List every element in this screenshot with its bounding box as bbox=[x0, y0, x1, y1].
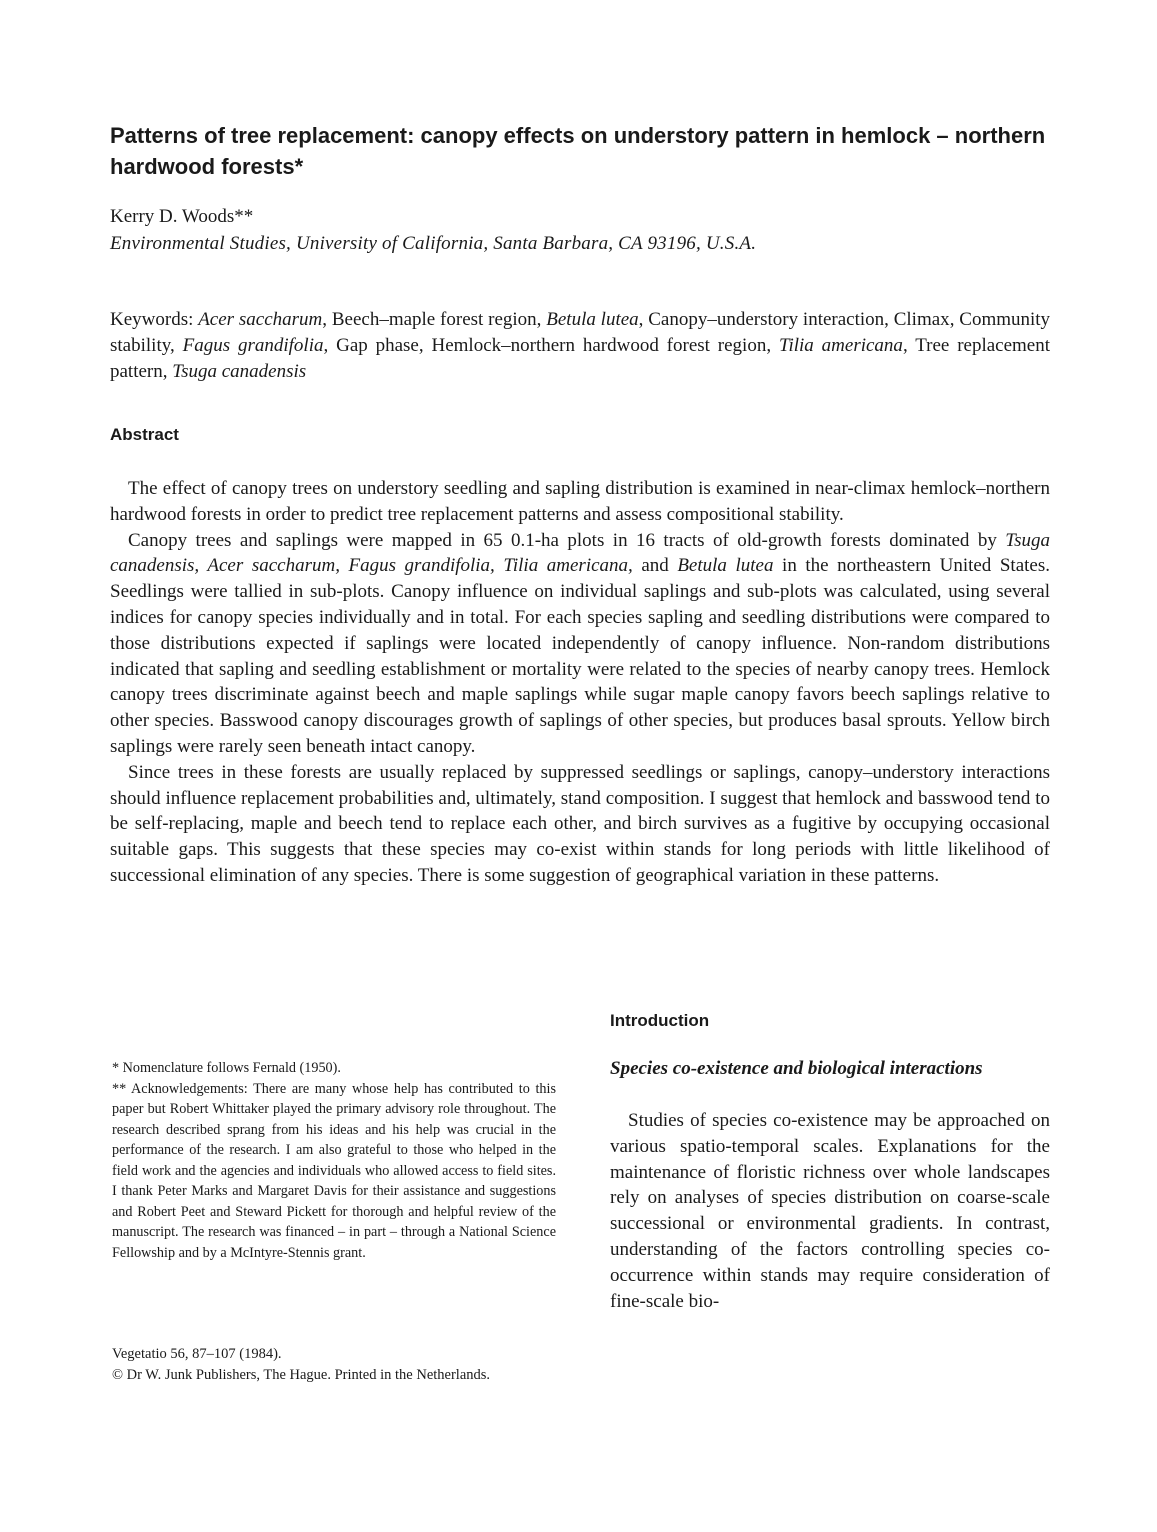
keyword-item: Hemlock–northern hardwood forest region bbox=[431, 335, 767, 356]
subsection-heading: Species co-existence and biological interactions bbox=[610, 1058, 983, 1079]
keyword-item: Community stability bbox=[110, 309, 1051, 356]
keyword-item: Betula lutea bbox=[546, 309, 639, 330]
keywords-list: Acer saccharum, Beech–maple forest region, Betula lutea, Canopy–understory interaction, Climax, Community stability, Fagus grandifolia, Gap phase, Hemlock–northern hardwood forest region, Tilia americana, Tree replacement pattern, Tsuga canadensis bbox=[110, 309, 1051, 382]
keyword-item: Tilia americana bbox=[778, 335, 903, 356]
keyword-item: Tsuga canadensis bbox=[172, 361, 307, 382]
keyword-item: Canopy–understory interaction bbox=[648, 309, 885, 330]
keywords bbox=[110, 307, 1050, 385]
keyword-item: Gap phase bbox=[336, 335, 419, 356]
abstract-paragraph-3: Since trees in these forests are usually replaced by suppressed seedlings or saplings, canopy–understory interactions should influence replacement probabilities and, ultimately, stand composition. I suggest that hemlock and basswood tend to be self-replacing, maple and beech tend to replace each other, and birch survives as a fugitive by occupying occasional suitable gaps. This suggests that these species may co-exist within stands for long periods with little likelihood of successional elimination of any species. There is some suggestion of geographical variation in these patterns. bbox=[110, 761, 1050, 886]
footnotes bbox=[112, 1058, 556, 1263]
author-affiliation: Environmental Studies, University of California, Santa Barbara, CA 93196, U.S.A. bbox=[110, 233, 757, 254]
keyword-item: Acer saccharum bbox=[198, 309, 323, 330]
abstract-paragraph-2: Canopy trees and saplings were mapped in 65 0.1-ha plots in 16 tracts of old-growth forests dominated by Tsuga canadensis, Acer saccharum, Fagus grandifolia, Tilia americana, and Betula lutea in the northeastern United States. Seedlings were tallied in sub-plots. Canopy influence on individual saplings and sub-plots was calculated, using several indices for canopy species individually and in total. For each species sapling and seedling distributions were compared to those distributions expected if saplings were located independently of canopy influence. Non-random distributions indicated that sapling and seedling establishment or mortality were related to the species of nearby canopy trees. Hemlock canopy trees discriminate against beech and maple saplings while sugar maple canopy favors beech saplings relative to other species. Basswood canopy discourages growth of saplings of other species, but produces basal sprouts. Yellow birch saplings were rarely seen beneath intact canopy. bbox=[110, 529, 1050, 757]
introduction-body: Studies of species co-existence may be approached on various spatio-temporal scales. Explanations for the maintenance of floristic richness over whole landscapes rely on analyses of species distribution on coarse-scale successional or environmental gradients. In contrast, understanding of the factors controlling species co-occurrence within stands may require consideration of fine-scale bio- bbox=[610, 1110, 1050, 1312]
author-name: Kerry D. Woods** bbox=[110, 206, 254, 227]
abstract-paragraph-1: The effect of canopy trees on understory seedling and sapling distribution is examined in near-climax hemlock–northern hardwood forests in order to predict tree replacement patterns and assess compositional stability. bbox=[110, 478, 1050, 525]
keyword-item: Climax bbox=[893, 309, 950, 330]
abstract-body bbox=[110, 476, 1050, 889]
footnote-nomenclature: * Nomenclature follows Fernald (1950). bbox=[112, 1060, 341, 1076]
keywords-label: Keywords: bbox=[110, 309, 199, 330]
keyword-item: Tree replacement pattern bbox=[110, 335, 1051, 382]
keyword-item: Beech–maple forest region bbox=[331, 309, 537, 330]
abstract-heading: Abstract bbox=[110, 425, 179, 444]
citation-volume: Vegetatio 56, 87–107 (1984). bbox=[112, 1346, 282, 1362]
journal-citation bbox=[112, 1344, 490, 1386]
citation-publisher: © Dr W. Junk Publishers, The Hague. Printed in the Netherlands. bbox=[112, 1367, 491, 1383]
footnote-acknowledgements: ** Acknowledgements: There are many whose help has contributed to this paper but Robert Whittaker played the primary advisory role throughout. The research described sprang from his ideas and his help was crucial in the performance of the research. I am also grateful to those who helped in the field work and the agencies and individuals who allowed access to field sites. I thank Peter Marks and Margaret Davis for their assistance and suggestions and Robert Peet and Steward Pickett for thorough and helpful review of the manuscript. The research was financed – in part – through a National Science Fellowship and by a McIntyre-Stennis grant. bbox=[112, 1080, 556, 1261]
keyword-item: Fagus grandifolia bbox=[182, 335, 324, 356]
introduction-heading: Introduction bbox=[610, 1011, 710, 1030]
paper-title: Patterns of tree replacement: canopy effects on understory pattern in hemlock – northern hardwood forests* bbox=[110, 123, 1046, 179]
